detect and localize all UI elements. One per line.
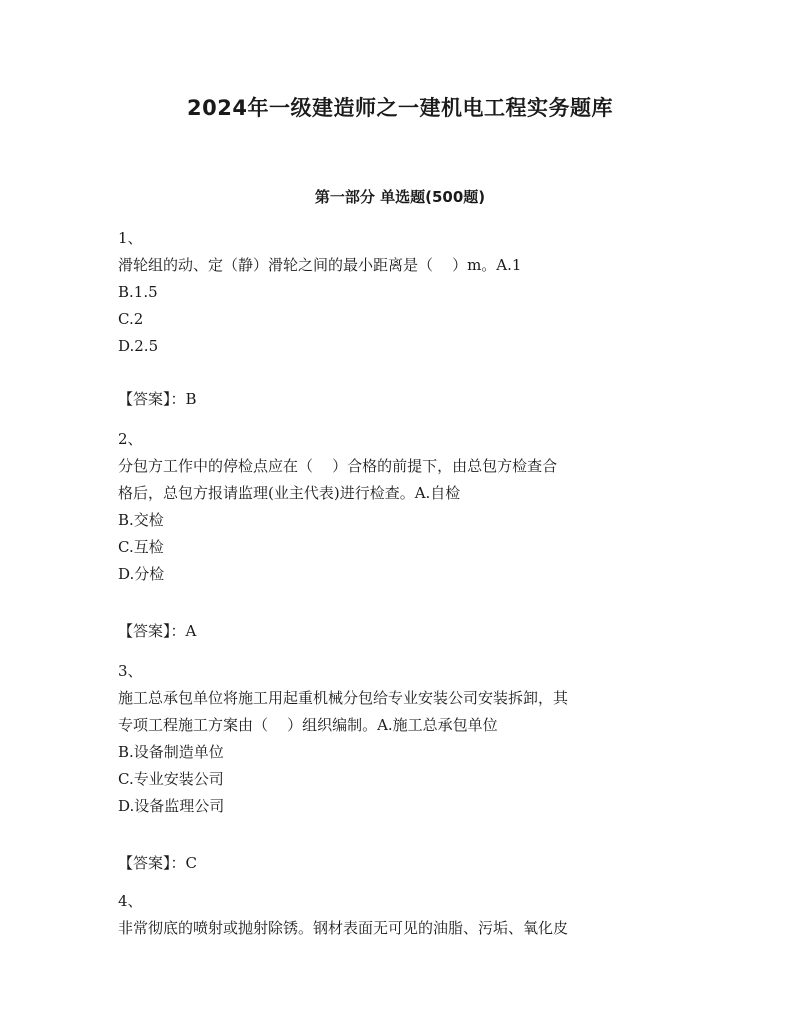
option-d: D.2.5 bbox=[118, 337, 159, 355]
question-stem-line-1: 分包方工作中的停检点应在（ ）合格的前提下，由总包方检查合 bbox=[118, 457, 558, 475]
answer-1: 【答案】：B bbox=[118, 390, 197, 408]
answer-2: 【答案】：A bbox=[118, 622, 197, 640]
question-stem-line-2: 格后，总包方报请监理(业主代表)进行检查。A.自检 bbox=[118, 484, 461, 502]
question-number: 3、 bbox=[118, 662, 143, 680]
option-d: D.设备监理公司 bbox=[118, 797, 225, 815]
question-4 bbox=[118, 888, 678, 942]
question-number: 1、 bbox=[118, 229, 143, 247]
question-stem-line-2: 专项工程施工方案由（ ）组织编制。A.施工总承包单位 bbox=[118, 716, 498, 734]
question-stem: 非常彻底的喷射或抛射除锈。钢材表面无可见的油脂、污垢、氧化皮 bbox=[118, 919, 569, 937]
question-stem-line-1: 施工总承包单位将施工用起重机械分包给专业安装公司安装拆卸，其 bbox=[118, 689, 569, 707]
question-3 bbox=[118, 658, 678, 820]
option-b: B.设备制造单位 bbox=[118, 743, 224, 761]
section-title: 第一部分 单选题(500题) bbox=[314, 188, 486, 206]
question-stem: 滑轮组的动、定（静）滑轮之间的最小距离是（ ）m。A.1 bbox=[118, 256, 522, 274]
question-1 bbox=[118, 225, 678, 360]
document-title: 2024年一级建造师之一建机电工程实务题库 bbox=[187, 96, 613, 120]
option-c: C.互检 bbox=[118, 538, 164, 556]
question-number: 4、 bbox=[118, 892, 143, 910]
answer-3: 【答案】：C bbox=[118, 854, 197, 872]
option-d: D.分检 bbox=[118, 565, 165, 583]
question-2 bbox=[118, 426, 678, 588]
option-b: B.1.5 bbox=[118, 283, 158, 301]
option-c: C.2 bbox=[118, 310, 144, 328]
option-c: C.专业安装公司 bbox=[118, 770, 224, 788]
question-number: 2、 bbox=[118, 430, 143, 448]
option-b: B.交检 bbox=[118, 511, 164, 529]
